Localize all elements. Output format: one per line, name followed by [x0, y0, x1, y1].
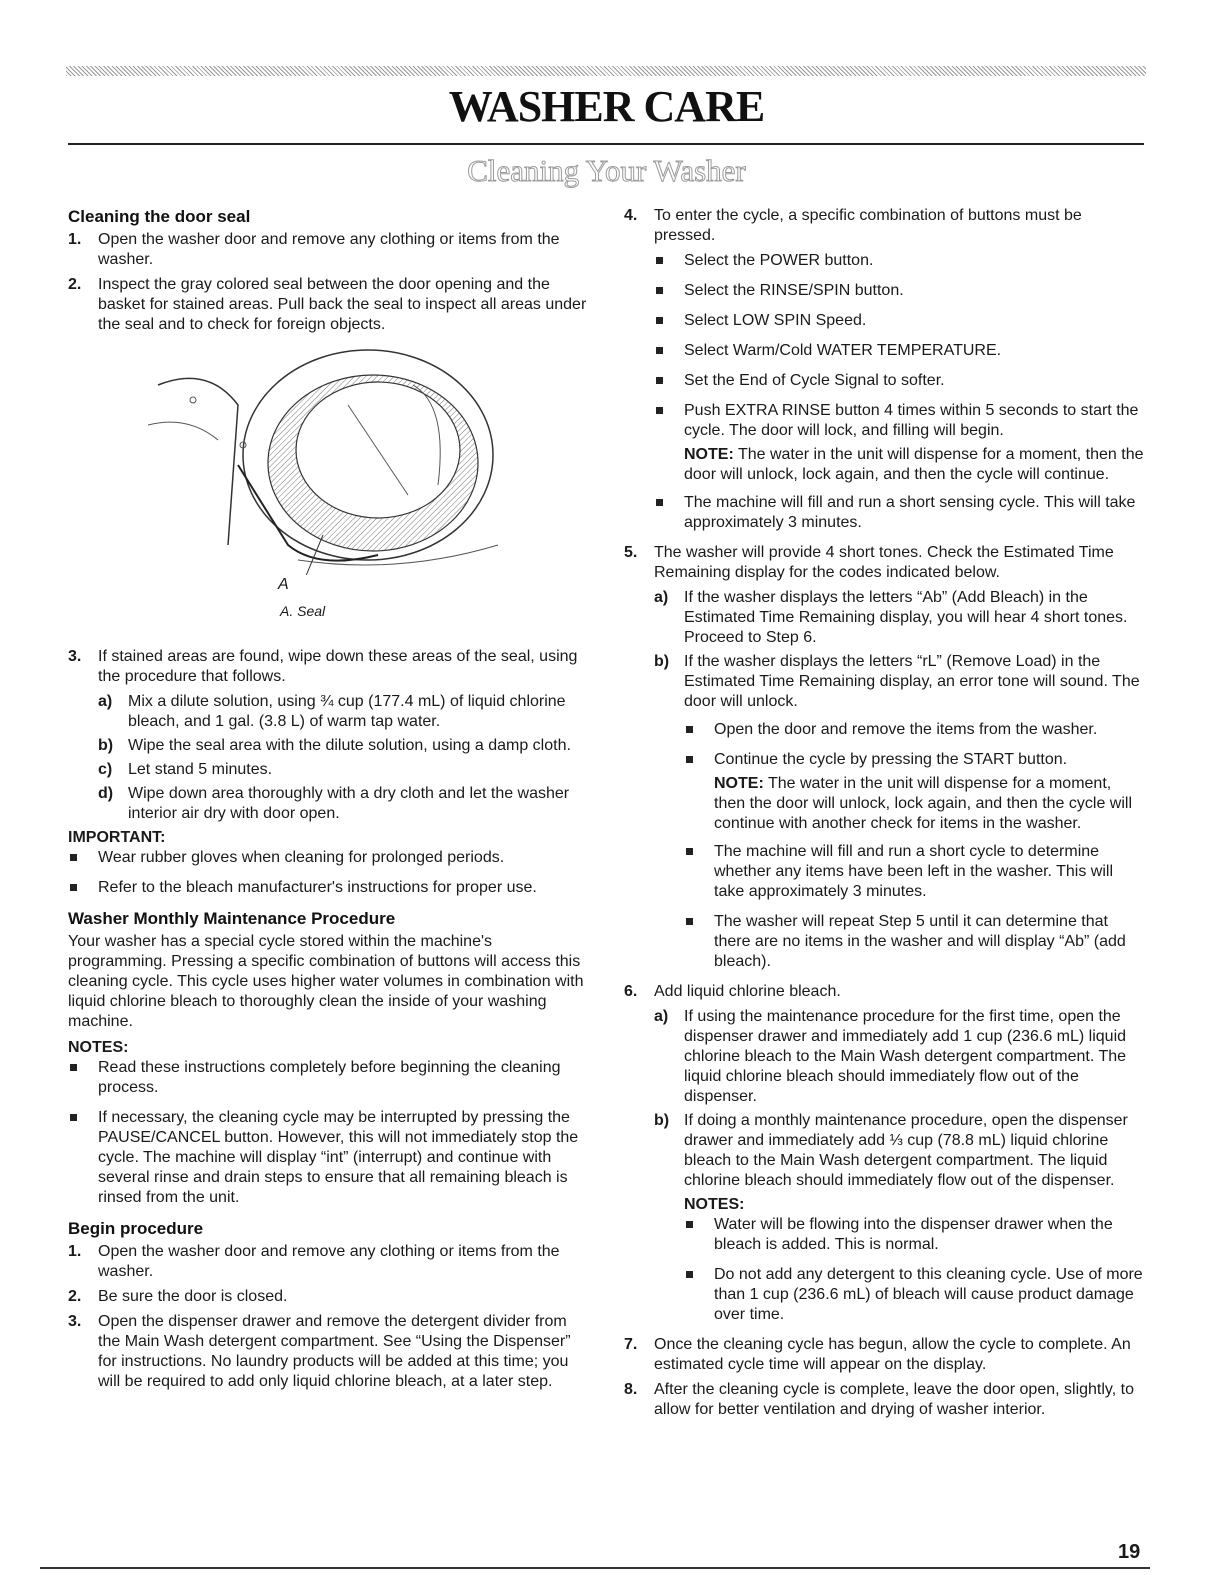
bullet-item: Refer to the bleach manufacturer's instructions for proper use. [68, 878, 590, 898]
important-label: IMPORTANT: [68, 829, 166, 846]
bullet-item: The machine will fill and run a short sensing cycle. This will take approximately 3 minutes. [654, 493, 1146, 533]
bullet-icon [68, 848, 98, 868]
bullet-item: Water will be flowing into the dispenser drawer when the bleach is added. This is normal. [684, 1215, 1146, 1255]
sub-list-item: d) Wipe down area thoroughly with a dry cloth and let the washer interior air dry with door open. [98, 785, 570, 822]
bullet-item: Select Warm/Cold WATER TEMPERATURE. [654, 341, 1146, 361]
title-word-washer: WASHER [448, 82, 634, 131]
bullet-icon [684, 912, 714, 972]
list-item: 5. The washer will provide 4 short tones. Check the Estimated Time Remaining display for the codes indicated below. [624, 544, 1114, 581]
bullet-item: Do not add any detergent to this cleaning cycle. Use of more than 1 cup (236.6 mL) of bleach will cause product damage over time. [684, 1265, 1146, 1325]
list-item: 2. Inspect the gray colored seal between the door opening and the basket for stained areas. Pull back the seal to inspect all areas under the seal and to check for foreign objects. [68, 276, 587, 333]
bullet-item: If necessary, the cleaning cycle may be interrupted by pressing the PAUSE/CANCEL button. However, this will not immediately stop the cycle. The machine will display “int” (interrupt) and continue with several rinse and drain steps to ensure that all remaining bleach is rinsed from the unit. [68, 1108, 590, 1208]
bullet-item: Select the RINSE/SPIN button. [654, 281, 1146, 301]
header-pattern-band [66, 66, 1146, 76]
page-title [0, 82, 1213, 132]
begin-procedure-heading: Begin procedure [68, 1219, 204, 1238]
list-item: 7. Once the cleaning cycle has begun, allow the cycle to complete. An estimated cycle time will appear on the display. [624, 1336, 1131, 1373]
list-item: 8. After the cleaning cycle is complete, leave the door open, slightly, to allow for better ventilation and drying of washer interior. [624, 1381, 1134, 1418]
bullet-icon [654, 371, 684, 391]
list-item: 6. Add liquid chlorine bleach. [624, 983, 841, 1000]
list-item: 1. Open the washer door and remove any clothing or items from the washer. [68, 231, 560, 268]
bullet-item: Select LOW SPIN Speed. [654, 311, 1146, 331]
list-item: 3. If stained areas are found, wipe down these areas of the seal, using the procedure that follows. [68, 648, 578, 685]
bullet-item: Read these instructions completely before beginning the cleaning process. [68, 1058, 590, 1098]
page-number: 19 [1118, 1541, 1141, 1563]
list-item: 4. To enter the cycle, a specific combination of buttons must be pressed. [624, 207, 1082, 244]
sub-list-item: a) Mix a dilute solution, using ¾ cup (177.4 mL) of liquid chlorine bleach, and 1 gal. (3.8 L) of warm tap water. [98, 693, 566, 730]
door-seal-illustration [68, 345, 590, 635]
door-seal-heading: Cleaning the door seal [68, 207, 251, 226]
list-item: 3. Open the dispenser drawer and remove the detergent divider from the Main Wash detergent compartment. See “Using the Dispenser” for instructions. No laundry products will be added at this time; you will be required to add only liquid chlorine bleach, at a later step. [68, 1313, 571, 1390]
bullet-item: The machine will fill and run a short cycle to determine whether any items have been left in the washer. This will take approximately 3 minutes. [684, 842, 1146, 902]
bullet-item: Select the POWER button. [654, 251, 1146, 271]
bullet-item: Continue the cycle by pressing the START button. [684, 750, 1146, 770]
bullet-icon [684, 1215, 714, 1255]
bullet-item: The washer will repeat Step 5 until it can determine that there are no items in the washer and will display “Ab” (add bleach). [684, 912, 1146, 972]
bullet-icon [68, 1108, 98, 1208]
footer-rule [40, 1567, 1150, 1569]
bullet-icon [684, 1265, 714, 1325]
bullet-icon [654, 311, 684, 331]
title-rule [68, 143, 1144, 145]
bullet-icon [654, 341, 684, 361]
title-word-care: CARE [643, 82, 765, 131]
bullet-icon [68, 878, 98, 898]
bullet-icon [68, 1058, 98, 1098]
sub-list-item: b) If the washer displays the letters “rL” (Remove Load) in the Estimated Time Remaining display, an error tone will sound. The door will unlock. [654, 653, 1140, 710]
bullet-icon [684, 842, 714, 902]
right-column [624, 206, 1146, 1425]
left-column [68, 206, 590, 1397]
sub-list-item: b) Wipe the seal area with the dilute solution, using a damp cloth. [98, 737, 571, 754]
figure-caption: A. Seal [280, 603, 326, 619]
section-subtitle: Cleaning Your Washer [467, 153, 746, 188]
sub-list-item: a) If using the maintenance procedure for the first time, open the dispenser drawer and immediately add 1 cup (236.6 mL) liquid chlorine bleach to the Main Wash detergent compartment. The liquid chlorine bleach should immediately flow out of the dispenser. [654, 1008, 1127, 1105]
bullet-icon [654, 251, 684, 271]
bullet-item: Set the End of Cycle Signal to softer. [654, 371, 1146, 391]
sub-list-item: c) Let stand 5 minutes. [98, 761, 273, 778]
bullet-icon [684, 750, 714, 770]
note-text: NOTE: The water in the unit will dispense for a moment, then the door will unlock, lock again, and then the cycle will continue with another check for items in the washer. [714, 775, 1133, 832]
notes-label: NOTES: [68, 1039, 129, 1056]
bullet-item: Wear rubber gloves when cleaning for prolonged periods. [68, 848, 590, 868]
notes-label: NOTES: [684, 1196, 745, 1213]
bullet-icon [654, 401, 684, 441]
sub-list-item: a) If the washer displays the letters “Ab” (Add Bleach) in the Estimated Time Remaining display, you will hear 4 short tones. Proceed to Step 6. [654, 589, 1128, 646]
list-item: 1. Open the washer door and remove any clothing or items from the washer. [68, 1243, 560, 1280]
figure-callout: A [278, 576, 289, 593]
bullet-icon [684, 720, 714, 740]
bullet-icon [654, 493, 684, 533]
monthly-maintenance-heading: Washer Monthly Maintenance Procedure [68, 909, 396, 928]
monthly-intro: Your washer has a special cycle stored within the machine's programming. Pressing a specific combination of buttons will access this cleaning cycle. This cycle uses higher water volumes in combination with liquid chlorine bleach to thoroughly clean the inside of your washing machine. [68, 933, 584, 1030]
washer-seal-drawing [148, 345, 508, 575]
bullet-icon [654, 281, 684, 301]
bullet-item: Open the door and remove the items from the washer. [684, 720, 1146, 740]
bullet-item: Push EXTRA RINSE button 4 times within 5 seconds to start the cycle. The door will lock, and filling will begin. [654, 401, 1146, 441]
sub-list-item: b) If doing a monthly maintenance procedure, open the dispenser drawer and immediately add ⅓ cup (78.8 mL) liquid chlorine bleach to the Main Wash detergent compartment. The liquid chlorine bleach should immediately flow out of the dispenser. [654, 1112, 1128, 1189]
note-text: NOTE: The water in the unit will dispense for a moment, then the door will unlock, lock again, and then the cycle will continue. [684, 446, 1144, 483]
list-item: 2. Be sure the door is closed. [68, 1288, 288, 1305]
